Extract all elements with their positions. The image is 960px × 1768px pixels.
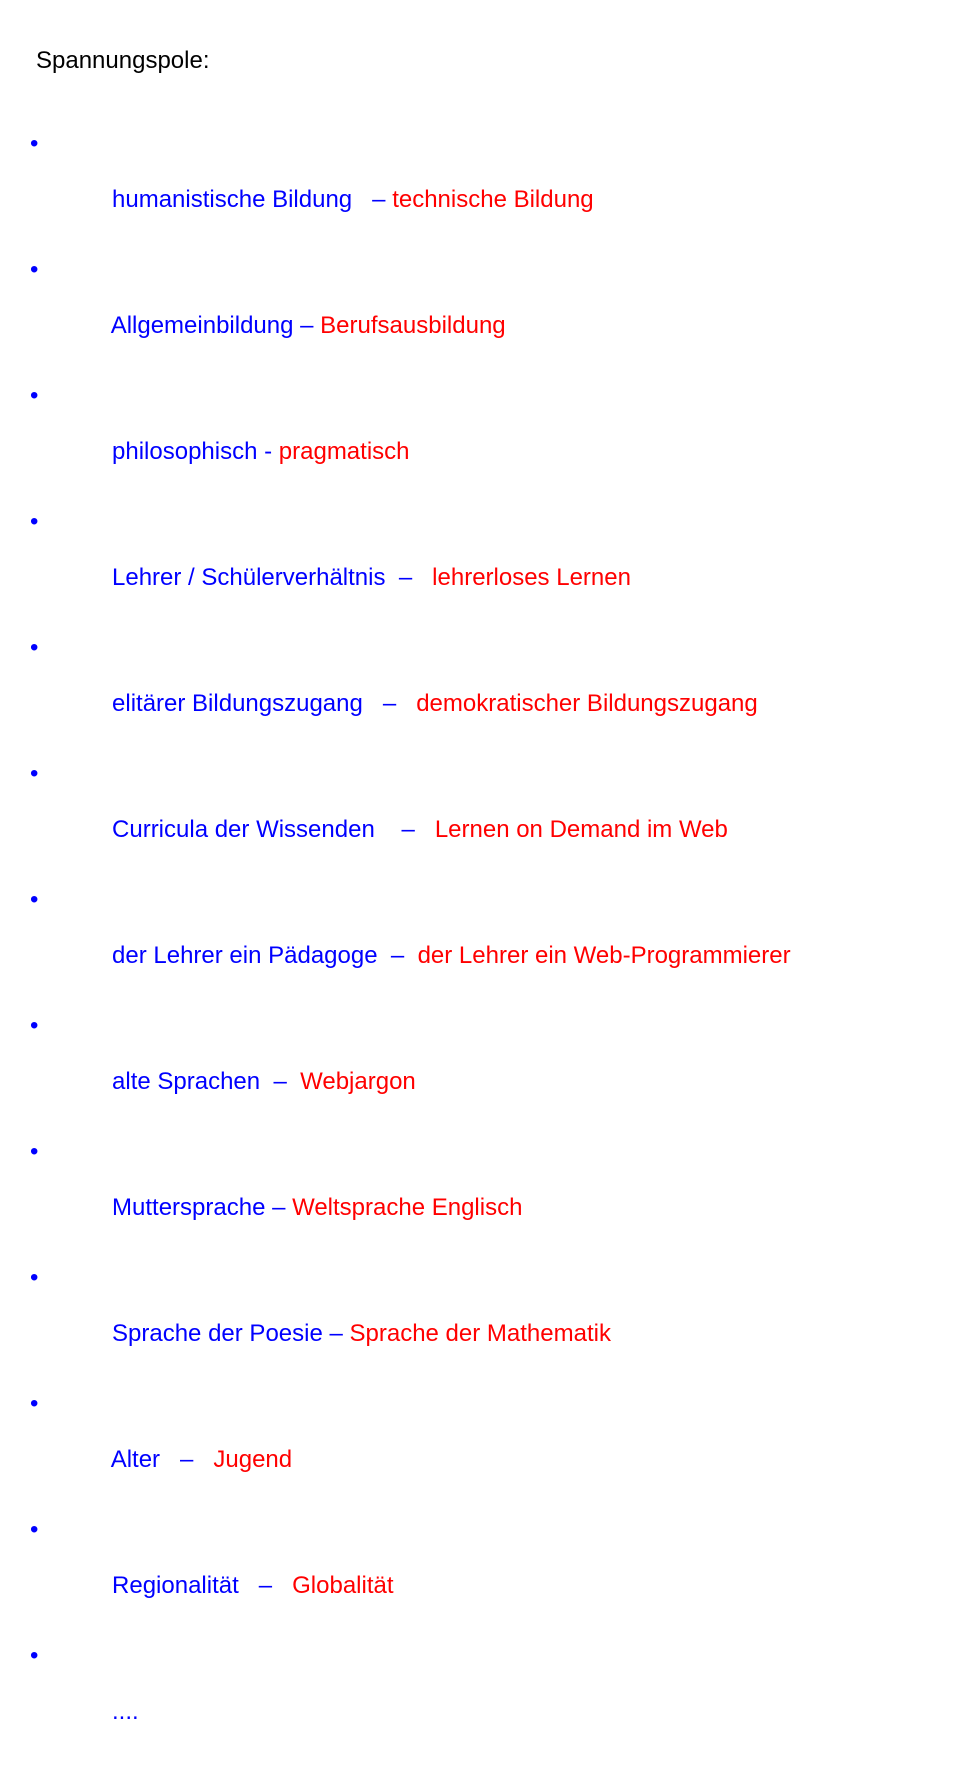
bullet-icon: • [30, 1012, 39, 1039]
left-term: .... [112, 1698, 139, 1725]
right-term: Lernen on Demand im Web [434, 816, 728, 843]
bullet-icon: • [30, 256, 39, 283]
bullet-list [30, 130, 950, 1768]
left-term: Lehrer / Schülerverhältnis – [112, 564, 433, 591]
bullet-icon: • [30, 1642, 39, 1669]
bullet-item [30, 130, 950, 242]
right-term: Berufsausbildung [320, 312, 506, 339]
bullet-item [30, 886, 812, 998]
left-term: Regionalität – [112, 1572, 293, 1599]
left-term: philosophisch - [112, 438, 279, 465]
bullet-item [30, 1012, 950, 1124]
right-term: technische Bildung [392, 186, 594, 213]
left-term: Sprache der Poesie – [112, 1320, 350, 1347]
bullet-icon: • [30, 130, 39, 157]
right-term: Weltsprache Englisch [292, 1194, 523, 1221]
bullet-item [30, 256, 950, 368]
left-term: Curricula der Wissenden – [112, 816, 435, 843]
bullet-icon: • [30, 1264, 39, 1291]
bullet-icon: • [30, 1390, 39, 1417]
left-term: Muttersprache – [112, 1194, 293, 1221]
slide-heading: Spannungspole: [36, 47, 210, 74]
bullet-item [30, 1264, 950, 1376]
left-term: humanistische Bildung – [112, 186, 393, 213]
right-term: der Lehrer ein Web-Programmierer [417, 942, 791, 969]
bullet-item [30, 760, 950, 872]
bullet-item [30, 1516, 950, 1628]
right-term: Webjargon [300, 1068, 416, 1095]
left-term: elitärer Bildungszugang – [112, 690, 417, 717]
right-term: Jugend [213, 1446, 293, 1473]
bullet-item [30, 1138, 950, 1250]
bullet-icon: • [30, 508, 39, 535]
right-term: Sprache der Mathematik [349, 1320, 611, 1347]
right-term: demokratischer Bildungszugang [416, 690, 758, 717]
left-term: Allgemeinbildung – [110, 312, 321, 339]
left-term: Alter – [110, 1446, 214, 1473]
bullet-icon: • [30, 634, 39, 661]
bullet-item [30, 1642, 950, 1754]
bullet-item [30, 508, 950, 620]
bullet-item [30, 634, 950, 746]
bullet-icon: • [30, 1516, 39, 1543]
bullet-icon: • [30, 382, 39, 409]
bullet-item [30, 382, 950, 494]
bullet-item [30, 1390, 950, 1502]
right-term: lehrerloses Lernen [432, 564, 631, 591]
bullet-icon: • [30, 760, 39, 787]
left-term: alte Sprachen – [112, 1068, 301, 1095]
left-term: der Lehrer ein Pädagoge – [112, 942, 418, 969]
bullet-icon: • [30, 1138, 39, 1165]
right-term: Globalität [292, 1572, 394, 1599]
bullet-icon: • [30, 886, 39, 913]
right-term: pragmatisch [278, 438, 410, 465]
